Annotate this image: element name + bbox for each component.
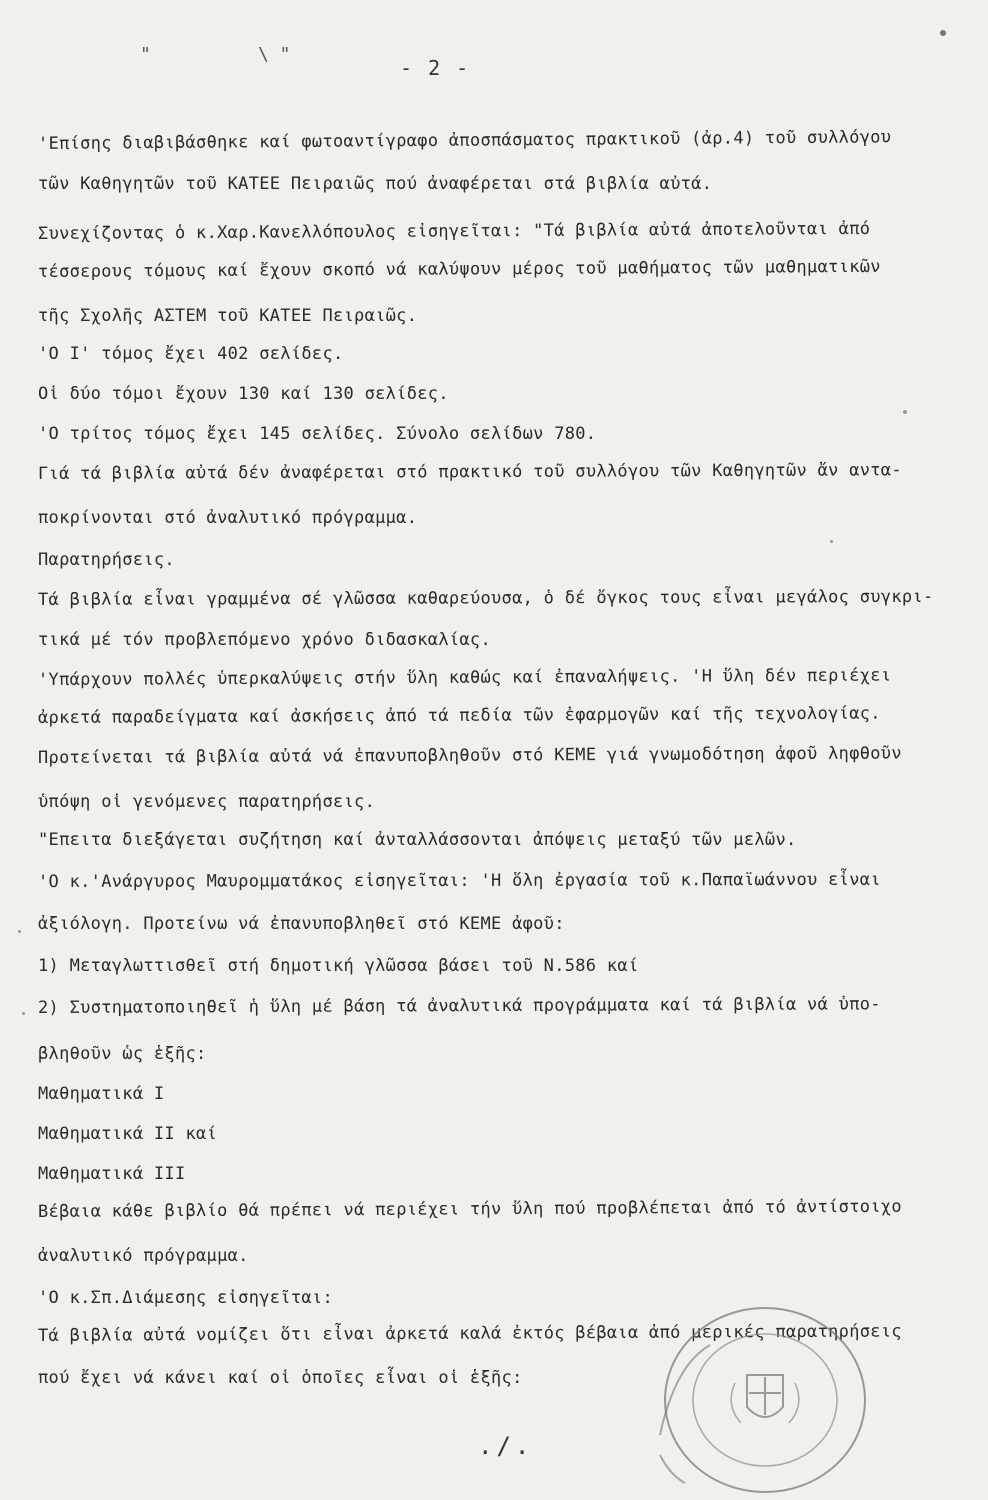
text-line: τῆς Σχολῆς ΑΣΤΕΜ τοῦ ΚΑΤΕΕ Πειραιῶς. [38,306,418,326]
text-line: Παρατηρήσεις. [38,550,175,570]
text-line: Τά βιβλία εἶναι γραμμένα σέ γλῶσσα καθαρεύουσα, ὁ δέ ὄγκος τους εἶναι μεγάλος συγκρι- [37,586,934,610]
coat-of-arms-icon [731,1375,799,1423]
text-line: ὑπόψη οἱ γενόμενες παρατηρήσεις. [38,792,376,812]
continuation-mark: ./. [478,1432,534,1460]
text-line: τικά μέ τόν προβλεπόμενο χρόνο διδασκαλίας. [38,630,491,650]
text-line: Τά βιβλία αὐτά νομίζει ὅτι εἶναι ἀρκετά καλά ἐκτός βέβαια ἀπό μερικές παρατηρήσεις [37,1321,902,1346]
text-line: Προτείνεται τά βιβλία αὐτά νά ἐπανυποβληθοῦν στό ΚΕΜΕ γιά γνωμοδότηση ἀφοῦ ληφθοῦν [37,743,902,768]
text-line: 'Υπάρχουν πολλές ὑπερκαλύψεις στήν ὕλη καθώς καί ἐπαναλήψεις. 'Η ὕλη δέν περιέχει [37,665,892,690]
text-line: πού ἔχει νά κάνει καί οἱ ὁποῖες εἶναι οἱ ἑξῆς: [38,1368,523,1388]
text-line: 'Ο κ.Σπ.Διάμεσης εἰσηγεῖται: [38,1288,333,1308]
text-line: "Επειτα διεξάγεται συζήτηση καί ἀνταλλάσσονται ἀπόψεις μεταξύ τῶν μελῶν. [38,830,797,850]
text-line: 'Ο τρίτος τόμος ἔχει 145 σελίδες. Σύνολο σελίδων 780. [38,424,597,444]
scan-speck [940,30,946,36]
text-line: Βέβαια κάθε βιβλίο θά πρέπει νά περιέχει τήν ὕλη πού προβλέπεται ἀπό τό ἀντίστοιχο [37,1196,902,1222]
text-line: 'Ο κ.'Ανάργυρος Μαυρομματάκος εἰσηγεῖται: 'Η ὅλη ἐργασία τοῦ κ.Παπαϊωάννου εἶναι [37,869,881,892]
text-line: Μαθηματικά ΙΙ καί [38,1124,218,1144]
text-line: 2) Συστηματοποιηθεῖ ἡ ὕλη μέ βάση τά ἀναλυτικά προγράμματα καί τά βιβλία νά ὑπο- [37,994,881,1018]
text-line: Συνεχίζοντας ὁ κ.Χαρ.Κανελλόπουλος εἰσηγεῖται: "Τά βιβλία αὐτά ἀποτελοῦνται ἀπό [37,218,871,244]
text-line: Γιά τά βιβλία αὐτά δέν ἀναφέρεται στό πρακτικό τοῦ συλλόγου τῶν Καθηγητῶν ἄν αντα- [37,460,902,484]
text-line: Οἱ δύο τόμοι ἔχουν 130 καί 130 σελίδες. [38,384,449,404]
scan-speck [830,540,833,543]
text-line: βληθοῦν ὡς ἑξῆς: [38,1044,207,1064]
header-mark-right: \ " [258,44,291,65]
scan-speck [18,930,21,933]
text-line: ἀξιόλογη. Προτείνω νά ἐπανυποβληθεῖ στό ΚΕΜΕ ἀφοῦ: [38,914,565,934]
scan-speck [903,410,907,414]
text-line: ἀναλυτικό πρόγραμμα. [38,1246,249,1266]
official-stamp [655,1305,870,1500]
text-line: ποκρίνονται στό ἀναλυτικό πρόγραμμα. [38,508,418,528]
text-line: 'Ο Ι' τόμος ἔχει 402 σελίδες. [38,344,344,364]
header-mark-left: " [140,44,151,65]
text-line: ἀρκετά παραδείγματα καί ἀσκήσεις ἀπό τά πεδία τῶν ἐφαρμογῶν καί τῆς τεχνολογίας. [37,703,881,728]
page-number: - 2 - [400,56,471,80]
scan-speck [22,1012,25,1015]
text-line: τέσσερους τόμους καί ἔχουν σκοπό νά καλύψουν μέρος τοῦ μαθήματος τῶν μαθηματικῶν [37,256,881,282]
text-line: 1) Μεταγλωττισθεῖ στή δημοτική γλῶσσα βάσει τοῦ Ν.586 καί [38,956,639,976]
text-line: τῶν Καθηγητῶν τοῦ ΚΑΤΕΕ Πειραιῶς πού ἀναφέρεται στά βιβλία αὐτά. [38,174,713,194]
text-line: 'Επίσης διαβιβάσθηκε καί φωτοαντίγραφο ἀποσπάσματος πρακτικοῦ (ἀρ.4) τοῦ συλλόγου [37,127,892,154]
text-line: Μαθηματικά Ι [38,1084,165,1104]
text-line: Μαθηματικά ΙΙΙ [38,1164,186,1184]
